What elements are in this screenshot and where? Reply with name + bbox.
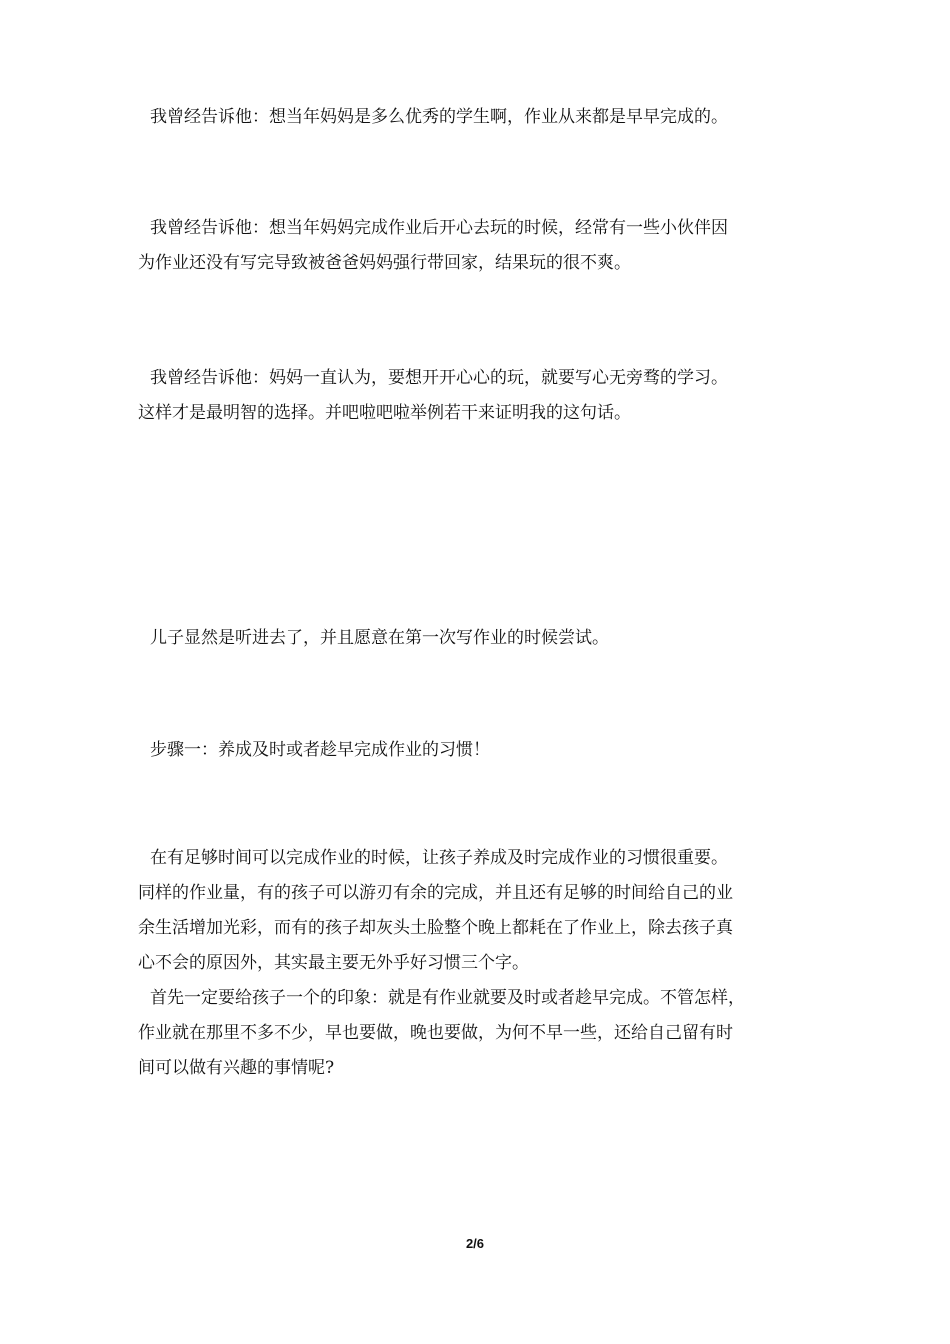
section-heading-step-one: [138, 733, 818, 768]
paragraph-line: 儿子显然是听进去了，并且愿意在第一次写作业的时候尝试。: [150, 628, 609, 648]
paragraph-line: 我曾经告诉他：想当年妈妈完成作业后开心去玩的时候，经常有一些小伙伴因: [150, 218, 728, 238]
paragraph-1: [138, 100, 818, 135]
paragraph-line: 为作业还没有写完导致被爸爸妈妈强行带回家，结果玩的很不爽。: [138, 253, 631, 273]
paragraph-line: 这样才是最明智的选择。并吧啦吧啦举例若干来证明我的这句话。: [138, 403, 631, 423]
paragraph-2: [138, 211, 818, 281]
paragraph-line: 步骤一：养成及时或者趁早完成作业的习惯！: [150, 740, 490, 760]
paragraph-line: 在有足够时间可以完成作业的时候，让孩子养成及时完成作业的习惯很重要。: [150, 848, 728, 868]
paragraph-line: 我曾经告诉他：想当年妈妈是多么优秀的学生啊，作业从来都是早早完成的。: [150, 107, 728, 127]
paragraph-5: [138, 841, 818, 1086]
paragraph-line: 心不会的原因外，其实最主要无外乎好习惯三个字。: [138, 953, 529, 973]
paragraph-line: 首先一定要给孩子一个的印象：就是有作业就要及时或者趁早完成。不管怎样，: [150, 988, 745, 1008]
paragraph-4: [138, 621, 818, 656]
paragraph-line: 余生活增加光彩，而有的孩子却灰头土脸整个晚上都耗在了作业上，除去孩子真: [138, 918, 733, 938]
paragraph-line: 我曾经告诉他：妈妈一直认为，要想开开心心的玩，就要写心无旁骛的学习。: [150, 368, 728, 388]
paragraph-line: 间可以做有兴趣的事情呢?: [138, 1058, 335, 1078]
page-number: 2/6: [465, 1236, 485, 1251]
paragraph-line: 同样的作业量，有的孩子可以游刃有余的完成，并且还有足够的时间给自己的业: [138, 883, 733, 903]
paragraph-line: 作业就在那里不多不少，早也要做，晚也要做，为何不早一些，还给自己留有时: [138, 1023, 733, 1043]
paragraph-3: [138, 361, 818, 431]
